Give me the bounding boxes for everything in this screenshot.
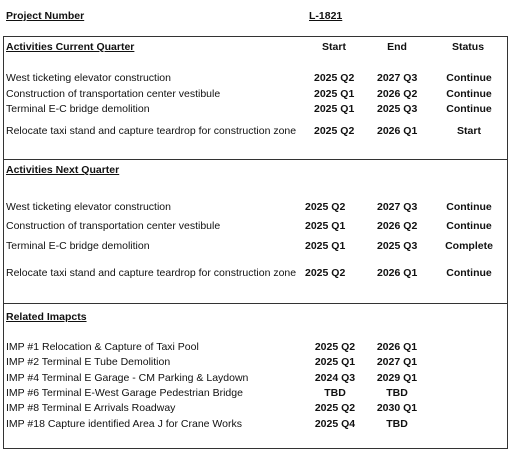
current-quarter-title: Activities Current Quarter bbox=[6, 41, 135, 53]
start-date: 2025 Q2 bbox=[305, 267, 346, 279]
start-date: 2025 Q2 bbox=[314, 125, 355, 137]
end-date: 2025 Q3 bbox=[377, 103, 418, 115]
end-date: 2027 Q3 bbox=[377, 201, 418, 213]
end-date: 2026 Q2 bbox=[377, 88, 418, 100]
start-date: 2025 Q1 bbox=[305, 220, 346, 232]
activity-name: West ticketing elevator construction bbox=[6, 72, 171, 84]
end-date: 2027 Q1 bbox=[376, 356, 418, 368]
impact-name: IMP #8 Terminal E Arrivals Roadway bbox=[6, 402, 176, 414]
end-date: TBD bbox=[386, 418, 408, 430]
next-quarter-title: Activities Next Quarter bbox=[6, 164, 120, 176]
impact-name: IMP #4 Terminal E Garage - CM Parking & Laydown bbox=[6, 372, 249, 384]
end-date: 2025 Q3 bbox=[377, 240, 418, 252]
start-date: 2025 Q1 bbox=[314, 103, 355, 115]
start-date: 2025 Q2 bbox=[314, 341, 356, 353]
impact-name: IMP #1 Relocation & Capture of Taxi Pool bbox=[6, 341, 199, 353]
impact-name: IMP #18 Capture identified Area J for Crane Works bbox=[6, 418, 242, 430]
status-value: Continue bbox=[446, 72, 492, 84]
end-date: 2026 Q1 bbox=[376, 341, 418, 353]
end-date: 2026 Q1 bbox=[377, 125, 418, 137]
end-date: 2027 Q3 bbox=[377, 72, 418, 84]
end-date: TBD bbox=[386, 387, 408, 399]
related-impacts-title: Related Imapcts bbox=[6, 311, 87, 323]
status-value: Complete bbox=[445, 240, 493, 252]
status-value: Continue bbox=[446, 267, 492, 279]
status-column-header: Status bbox=[451, 41, 485, 53]
end-date: 2030 Q1 bbox=[376, 402, 418, 414]
end-date: 2026 Q1 bbox=[377, 267, 418, 279]
project-number-value: L-1821 bbox=[309, 10, 343, 22]
start-date: 2025 Q1 bbox=[314, 356, 356, 368]
status-value: Start bbox=[457, 125, 481, 137]
start-date: 2024 Q3 bbox=[314, 372, 356, 384]
start-date: 2025 Q1 bbox=[305, 240, 346, 252]
status-value: Continue bbox=[446, 88, 492, 100]
end-column-header: End bbox=[387, 41, 407, 53]
impact-name: IMP #6 Terminal E-West Garage Pedestrian Bridge bbox=[6, 387, 243, 399]
start-date: 2025 Q4 bbox=[314, 418, 356, 430]
start-date: 2025 Q1 bbox=[314, 88, 355, 100]
section-divider-1 bbox=[4, 159, 507, 160]
end-date: 2026 Q2 bbox=[377, 220, 418, 232]
activity-name: Relocate taxi stand and capture teardrop for construction zone bbox=[6, 267, 297, 279]
activity-name: Terminal E-C bridge demolition bbox=[6, 240, 150, 252]
section-divider-2 bbox=[4, 303, 507, 304]
impact-name: IMP #2 Terminal E Tube Demolition bbox=[6, 356, 171, 368]
start-date: 2025 Q2 bbox=[305, 201, 346, 213]
end-date: 2029 Q1 bbox=[376, 372, 418, 384]
project-number-label: Project Number bbox=[6, 10, 85, 22]
status-value: Continue bbox=[446, 220, 492, 232]
activity-name: Terminal E-C bridge demolition bbox=[6, 103, 150, 115]
status-value: Continue bbox=[446, 201, 492, 213]
activity-name: Construction of transportation center vestibule bbox=[6, 88, 221, 100]
status-value: Continue bbox=[446, 103, 492, 115]
start-date: 2025 Q2 bbox=[314, 402, 356, 414]
activity-name: Construction of transportation center vestibule bbox=[6, 220, 221, 232]
activity-name: West ticketing elevator construction bbox=[6, 201, 171, 213]
start-column-header: Start bbox=[322, 41, 346, 53]
activity-name: Relocate taxi stand and capture teardrop for construction zone bbox=[6, 125, 297, 137]
start-date: 2025 Q2 bbox=[314, 72, 355, 84]
start-date: TBD bbox=[324, 387, 346, 399]
